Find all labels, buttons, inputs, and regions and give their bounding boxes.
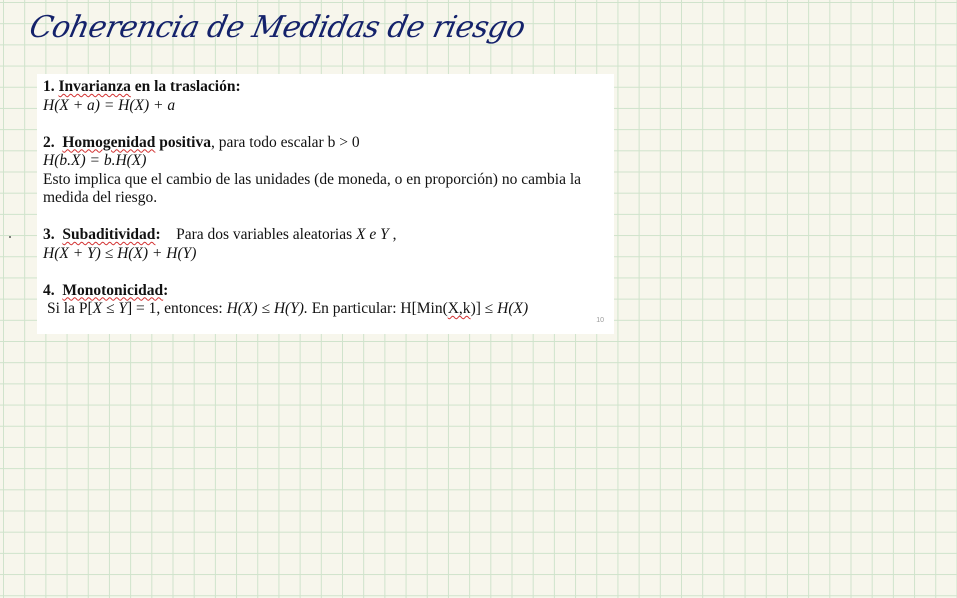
formula: H(b.X) = b.H(X): [43, 152, 147, 169]
monotonicity-statement: [43, 300, 608, 319]
heading-rest: :: [163, 281, 169, 299]
math-part: H(X): [497, 300, 529, 317]
heading-keyword: Invarianza: [58, 78, 131, 95]
heading-suffix: , para todo escalar b > 0: [210, 133, 360, 151]
section-heading: [43, 78, 608, 97]
heading-keyword: Monotonicidad: [62, 281, 164, 299]
explanation-text: Esto implica que el cambio de las unidades (de moneda, o en proporción) no cambia la medida del riesgo.: [43, 170, 582, 206]
comma: ,: [388, 226, 397, 243]
heading-suffix: Para dos variables aleatorias: [176, 226, 357, 243]
section-heading: [43, 134, 608, 153]
formula: H(X + Y) ≤ H(X) + H(Y): [43, 244, 197, 262]
section-monotonicidad: [43, 282, 608, 319]
heading-keyword: Subaditividad: [62, 226, 156, 243]
math-part: H(X) ≤ H(Y).: [226, 300, 308, 317]
min-args: X,k: [447, 300, 471, 317]
heading-rest: positiva: [155, 133, 211, 151]
heading-keyword: Homogenidad: [62, 133, 156, 151]
section-subaditividad: [43, 226, 608, 263]
text-part: ] = 1, entonces:: [127, 300, 227, 317]
section-homogenidad: [43, 134, 608, 208]
variables: X e Y: [356, 226, 389, 243]
heading-rest: en la traslación:: [130, 78, 241, 95]
section-number: 4.: [43, 281, 55, 299]
handwritten-title: Coherencia de Medidas de riesgo: [26, 10, 529, 45]
text-part: )] ≤: [470, 300, 498, 317]
section-heading: [43, 282, 608, 301]
text-part: En particular: H[Min(: [307, 300, 448, 317]
math-part: X ≤ Y: [92, 300, 128, 317]
page-number: 10: [596, 316, 604, 324]
section-heading: [43, 226, 608, 245]
section-number: 3.: [43, 226, 55, 243]
section-invarianza: [43, 78, 608, 115]
document-card: [37, 74, 614, 334]
heading-rest: :: [155, 226, 161, 243]
section-number: 2.: [43, 133, 55, 151]
section-number: 1.: [43, 78, 55, 95]
text-part: Si la P[: [47, 300, 93, 317]
stray-dot: [9, 236, 11, 238]
formula: H(X + a) = H(X) + a: [43, 96, 176, 114]
